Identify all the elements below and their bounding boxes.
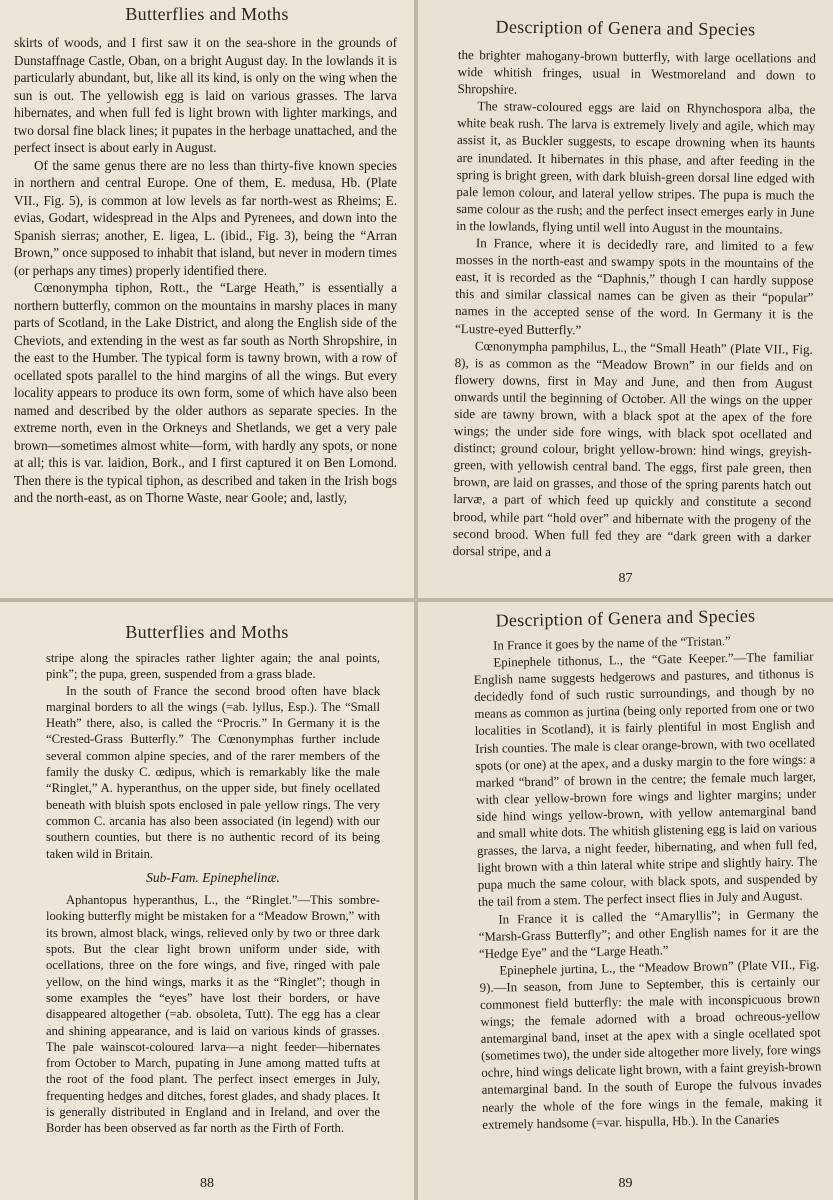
page-87: [418, 0, 833, 598]
paragraph: stripe along the spiracles rather lighter again; the anal points, pink”; the pupa, green, suspended from a grass blade.: [46, 651, 380, 682]
page-89: [418, 602, 833, 1200]
paragraph: In France it goes by the name of the “Tristan.”: [493, 634, 731, 653]
paragraph: In France it is called the “Amaryllis”; in Germany the “Marsh-Grass Butterfly”; and other English names for it are the “Hedge Eye” and the “Large Heath.”: [478, 905, 819, 961]
paragraph: Of the same genus there are no less than thirty-five known species in northern and central Europe. One of them, E. medusa, Hb. (Plate VII., Fig. 5), is common at low levels as far north-west as Rheims; E. evias, Godart, widespread in the Alps and Pyrenees, and down into the Spanish sierras; another, E. ligea, L. (ibid., Fig. 3), being the “Arran Brown,” once supposed to inhabit that island, but never in modern times (or perhaps any times) properly identified there.: [14, 157, 397, 278]
running-head: Description of Genera and Species: [495, 16, 756, 40]
page-body: [14, 34, 397, 507]
paragraph: Cœnonympha tiphon, Rott., the “Large Heath,” is essentially a northern butterfly, common on the mountains in marshy places in many parts of Scotland, in the Lake District, and along the English side of the Cheviots, and extending in the west as far south as North Shropshire, in the east to the Humber. The typical form is tawny brown, with a row of ocellated spots parallel to the hind margins of all the wings. But every locality appears to produce its own form, some of which have also been named and described by the older authors as separate species. In the extreme north, even in the Orkneys and Shetlands, we get a very pale brown—sometimes almost white—form, with hardly any spots, or none at all; this is var. laidion, Bork., and I first captured it on Ben Lomond. Then there is the typical tiphon, as described and taken in the Irish bogs and the north-east, as on Thorne Waste, near Goole; and, lastly,: [14, 280, 397, 505]
paragraph: the brighter mahogany-brown butterfly, with large ocellations and wide whitish fringes, usual in Westmoreland and down to Shropshire.: [457, 46, 816, 97]
paragraph: Cœnonympha pamphilus, L., the “Small Heath” (Plate VII., Fig. 8), is as common as the “Meadow Brown” in our fields and on flowery downs, first in May and June, and then from August onwards until the beginning of October. All the wings on the upper side are tawny brown, with a black spot at the apex of the fore wings; the under side fore wings, with black spot ocellated and distinct; ground colour, bright yellow-brown: hind wings, greyish-green, with yellowish central band. The eggs, first pale green, then brown, are laid on grasses, and those of the spring parents hatch out larvæ, a part of which feed up quickly and constitute a second brood, while part “hold over” and hibernate with the progeny of the second brood. When full fed they are “dark green with a darker dorsal stripe, and a: [452, 337, 813, 559]
paragraph: skirts of woods, and I first saw it on the sea-shore in the grounds of Dunstaffnage Castle, Oban, on a bright August day. In the lowlands it is particularly abundant, but, like all its kind, is only on the wing when the sun is out. The yellowish egg is laid on various grasses. The larva hibernates, and when full fed is light brown with lighter markings, and two dorsal fine black lines; it pupates in the herbage unattached, and the perfect insect is about early in August.: [14, 35, 397, 155]
page-number: 89: [618, 1176, 633, 1191]
page-86: [0, 0, 414, 598]
page-body: [473, 631, 822, 1133]
page-number: 88: [200, 1176, 214, 1191]
page-body: [453, 46, 816, 563]
running-head: Butterflies and Moths: [125, 622, 289, 642]
running-head: Description of Genera and Species: [495, 605, 756, 631]
paragraph: In France, where it is decidedly rare, and limited to a few mosses in the north-east and swampy spots in the mountains of the east, it is recorded as the “Daphnis,” though I can hardly suppose this and similar classical names can be given as their “popular” names in the accepted sense of the word. In Germany it is the “Lustre-eyed Butterfly.”: [454, 235, 815, 337]
paragraph: In the south of France the second brood often have black marginal borders to all the wings (=ab. lyllus, Esp.). The “Small Heath” there, also, is called the “Procris.” In Germany it is the “Crested-Grass Butterfly.” The Cœnonymphas further include several common alpine species, and of the rarer members of the family the dusky C. œdipus, which is remarkably like the male “Ringlet,” A. hyperanthus, on the upper side, but finely ocellated beneath with bluish spots enclosed in pale yellow rings. The very common C. arcania has also been associated (in legend) with our southern counties, but there is no authentic record of its being taken wild in Britain.: [46, 683, 380, 861]
paragraph: The straw-coloured eggs are laid on Rhynchospora alba, the white beak rush. The larva is extremely lively and agile, which may assist it, as Buckler suggests, to escape drowning when its haunts are inundated. It hibernates in this phase, and after feeding in the spring is bright green, with dark bluish-green dorsal line edged with pale lemon colour, and lateral yellow stripes. The pupa is much the same colour as the rush; and the perfect insect emerges early in June in the lowlands, flying until well into August in the mountains.: [456, 98, 816, 237]
paragraph: Epinephele jurtina, L., the “Meadow Brown” (Plate VII., Fig. 9).—In season, from June to September, this is certainly our commonest field butterfly: the male with inconspicuous brown wings; the female adorned with a broad ochreous-yellow antemarginal band, inset at the apex with a single ocellated spot (sometimes two), the under side altogether more lively, fore wings ochre, hind wings delicate light brown, with a faint greyish-brown antemarginal band. In the south of Europe the fulvous invades nearly the whole of the fore wings in the female, making it extremely handsome (=var. hispulla, Hb.). In the Canaries: [479, 957, 823, 1132]
page-body: [46, 650, 380, 1137]
paragraph: Epinephele tithonus, L., the “Gate Keeper.”—The familiar English name suggests hedgerows and pastures, and tithonus is decidedly fond of such rustic surroundings, and though by no means as common as jurtina (being only reported from one or two localities in Scotland), it is fairly plentiful in most English and Irish counties. The male is clear orange-brown, with two ocellated spots (or one) at the apex, and a dusky margin to the fore wings: a marked “brand” of brown in the centre; the female much larger, with clear yellow-brown fore wings and lighter margins; under side hind wings yellow-brown, with yellow antemarginal band and small white dots. The whitish glistening egg is laid on various grasses, the larva, a night feeder, hibernating, and when full fed, light brown with a thin lateral white stripe and slightly hairy. The pupa much the same colour, with black spots, and suspended by the tail from a stem. The perfect insect flies in July and August.: [473, 649, 818, 910]
section-subheading: Sub-Fam. Epinephelinæ.: [146, 869, 280, 885]
page-88: [0, 602, 414, 1200]
paragraph: Aphantopus hyperanthus, L., the “Ringlet.”—This sombre-looking butterfly might be mistaken for a “Meadow Brown,” with its brown, almost black, wings, relieved only by two or three dark spots. But the clear light brown uniform under side, with ocellations, three on the fore wings, and five, ringed with pale yellow, on the hind wings, marks it as the “Ringlet”; though in some examples the “eyes” have lost their borders, or have disappeared altogether (=ab. obsoleta, Tutt). The egg has a clear and shining appearance, and is laid on various kinds of grasses. The pale wainscot-coloured larva—a night feeder—hibernates from October to March, pupating in June among matted tufts at the root of the food plant. The perfect insect emerges in July, frequenting hedges and ditches, forest glades, and shady places. It is generally distributed in England and in Ireland, and over the Border has been observed as far north as the Firth of Forth.: [46, 893, 380, 1136]
running-head: Butterflies and Moths: [125, 4, 289, 24]
page-number: 87: [618, 571, 633, 586]
